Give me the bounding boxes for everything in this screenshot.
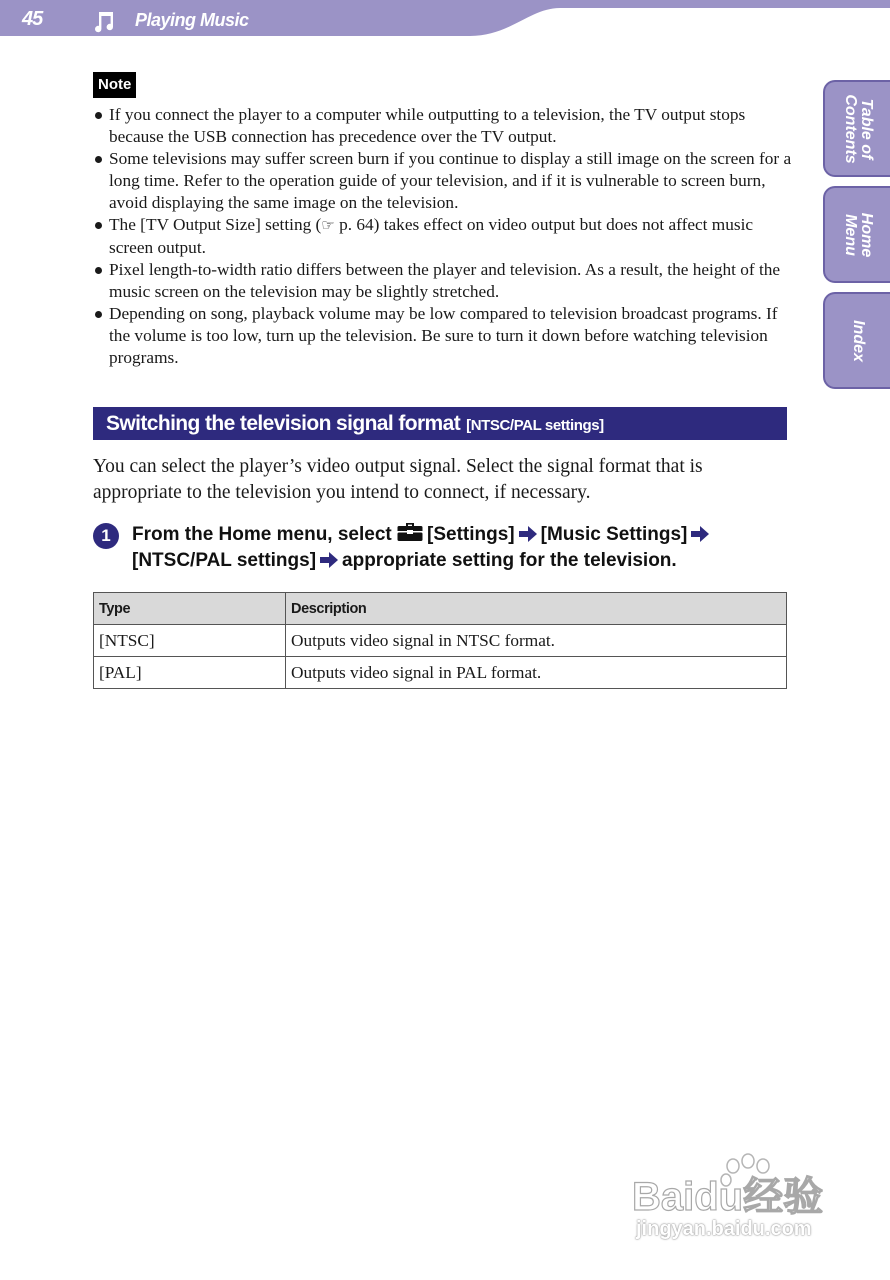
- note-badge: Note: [93, 72, 136, 98]
- toolbox-icon: [397, 522, 423, 542]
- page-reference-icon[interactable]: ☞: [321, 218, 335, 234]
- step-text-part: From the Home menu, select: [132, 524, 392, 545]
- tab-home-menu-label: Home Menu: [842, 212, 875, 257]
- note-item: [93, 214, 793, 259]
- table-cell-description: Outputs video signal in PAL format.: [286, 657, 787, 689]
- note-item: Some televisions may suffer screen burn if you continue to display a still image on the screen for a long time. Refer to the operation guide of your television, and if it is vulnerable to screen burn, avoid displaying the same image on the television.: [93, 148, 793, 214]
- tab-table-of-contents[interactable]: [823, 80, 890, 177]
- column-header-type: Type: [94, 593, 286, 625]
- tab-table-of-contents-label: Table of Contents: [842, 93, 875, 164]
- table-cell-description: Outputs video signal in NTSC format.: [286, 625, 787, 657]
- intro-paragraph: You can select the player’s video output signal. Select the signal format that is appropriate to the television you intend to connect, if necessary.: [93, 456, 703, 503]
- watermark-logo-text: Baidu经验: [632, 1175, 824, 1219]
- note-list: [93, 104, 793, 369]
- table-header-row: [94, 593, 787, 625]
- section-heading-title: Switching the television signal format: [106, 411, 461, 435]
- music-note-icon: [92, 9, 116, 33]
- section-title: Playing Music: [135, 10, 249, 30]
- baidu-watermark-logo: [630, 1150, 840, 1220]
- arrow-right-icon: [691, 526, 709, 542]
- table-row: [94, 625, 787, 657]
- table-row: [94, 657, 787, 689]
- page-number: 45: [22, 8, 43, 30]
- step-number-badge: 1: [93, 523, 119, 549]
- step-text-part: appropriate setting for the television.: [342, 550, 677, 571]
- tab-index[interactable]: [823, 292, 890, 389]
- step-settings-label: [Settings]: [427, 524, 515, 545]
- note-item: Pixel length-to-width ratio differs between the player and television. As a result, the height of the music screen on the television may be slightly stretched.: [93, 259, 793, 303]
- arrow-right-icon: [519, 526, 537, 542]
- tab-index-label: Index: [850, 319, 867, 362]
- column-header-description: Description: [286, 593, 787, 625]
- step-instruction: [132, 522, 772, 574]
- watermark-url: jingyan.baidu.com: [636, 1218, 812, 1240]
- table-cell-type: [PAL]: [94, 657, 286, 689]
- note-item: Depending on song, playback volume may be low compared to television broadcast programs. If the volume is too low, turn up the television. Be sure to turn it down before watching television programs.: [93, 303, 793, 369]
- note-item: If you connect the player to a computer while outputting to a television, the TV output stops because the USB connection has precedence over the TV output.: [93, 104, 793, 148]
- step-ntsc-pal-label: [NTSC/PAL settings]: [132, 550, 317, 571]
- section-heading-subtitle: [NTSC/PAL settings]: [466, 416, 604, 434]
- section-heading: [93, 407, 787, 440]
- note-item-text: The [TV Output Size] setting (: [109, 215, 322, 234]
- table-cell-type: [NTSC]: [94, 625, 286, 657]
- settings-table: [93, 592, 787, 689]
- tab-home-menu[interactable]: [823, 186, 890, 283]
- step-music-settings-label: [Music Settings]: [540, 524, 688, 545]
- arrow-right-icon: [320, 552, 338, 568]
- header-band: [0, 0, 890, 40]
- note-item-text: p. 64) takes effect on video output but does not affect music screen output.: [109, 215, 754, 257]
